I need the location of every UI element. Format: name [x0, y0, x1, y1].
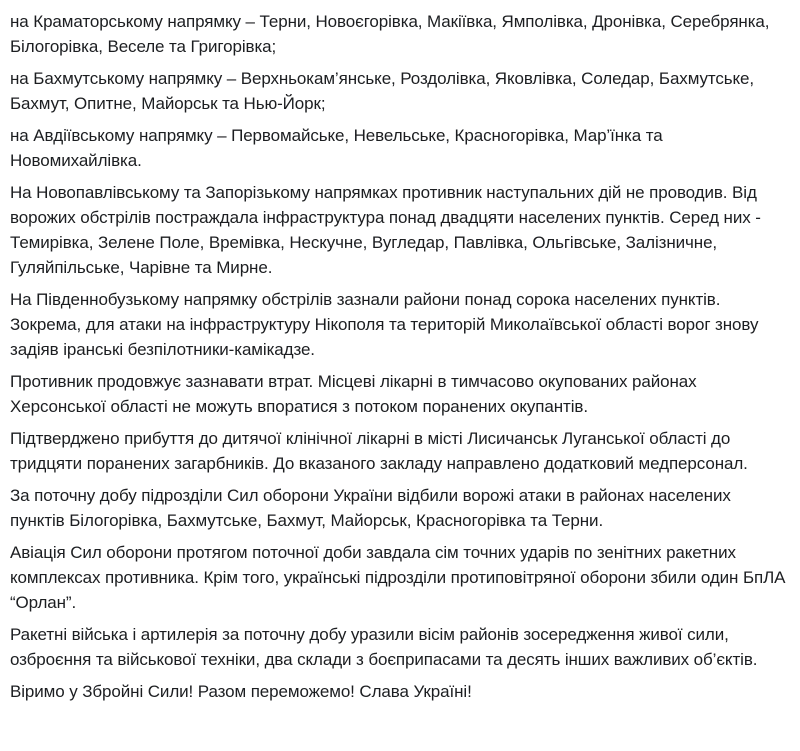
report-paragraph-pivdennobuzhsky: На Південнобузькому напрямку обстрілів зазнали райони понад сорока населених пунктів. Зокрема, для атаки на інфраструктуру Нікополя та територій Миколаївської області ворог знову задіяв іранські безпілотники-камікадзе.	[10, 290, 759, 359]
report-paragraph-novopavlivka-zaporizhzhia: На Новопавлівському та Запорізькому напрямках противник наступальних дій не проводив. Від ворожих обстрілів постраждала інфраструктура понад двадцяти населених пунктів. Серед них - Темирівка, Зелене Поле, Времівка, Нескучне, Вугледар, Павлівка, Ольгівське, Залізничне, Гуляйпільське, Чарівне та Мирне.	[10, 183, 761, 277]
report-paragraph-repelled-attacks: За поточну добу підрозділи Сил оборони України відбили ворожі атаки в районах населених пунктів Білогорівка, Бахмутське, Бахмут, Майорськ, Красногорівка та Терни.	[10, 486, 731, 530]
report-paragraph-lysychansk-hospital: Підтверджено прибуття до дитячої клінічної лікарні в місті Лисичанськ Луганської області до тридцяти поранених загарбників. До вказаного закладу направлено додатковий медперсонал.	[10, 429, 748, 473]
report-paragraph-bakhmut-direction: на Бахмутському напрямку – Верхньокам’янське, Роздолівка, Яковлівка, Соледар, Бахмутське, Бахмут, Опитне, Майорськ та Нью-Йорк;	[10, 69, 755, 113]
report-paragraph-kramatorsk-direction: на Краматорському напрямку – Терни, Новоєгорівка, Макіївка, Ямполівка, Дронівка, Серебрянка, Білогорівка, Веселе та Григорівка;	[10, 12, 770, 56]
report-paragraph-avdiivka-direction: на Авдіївському напрямку – Первомайське, Невельське, Красногорівка, Мар’їнка та Новомихайлівка.	[10, 126, 663, 170]
report-paragraph-missile-artillery: Ракетні війська і артилерія за поточну добу уразили вісім районів зосередження живої сили, озброєння та військової техніки, два склади з боєприпасами та десять інших важливих об’єктів.	[10, 625, 758, 669]
report-paragraph-aviation-strikes: Авіація Сил оборони протягом поточної доби завдала сім точних ударів по зенітних ракетних комплексах противника. Крім того, українські підрозділи протиповітряної оборони збили один БпЛА “Орлан”.	[10, 543, 786, 612]
report-paragraph-closing-slogan: Віримо у Збройні Сили! Разом переможемо! Слава Україні!	[10, 682, 472, 701]
report-paragraph-enemy-losses: Противник продовжує зазнавати втрат. Місцеві лікарні в тимчасово окупованих районах Херсонської області не можуть впоратися з потоком поранених окупантів.	[10, 372, 697, 416]
